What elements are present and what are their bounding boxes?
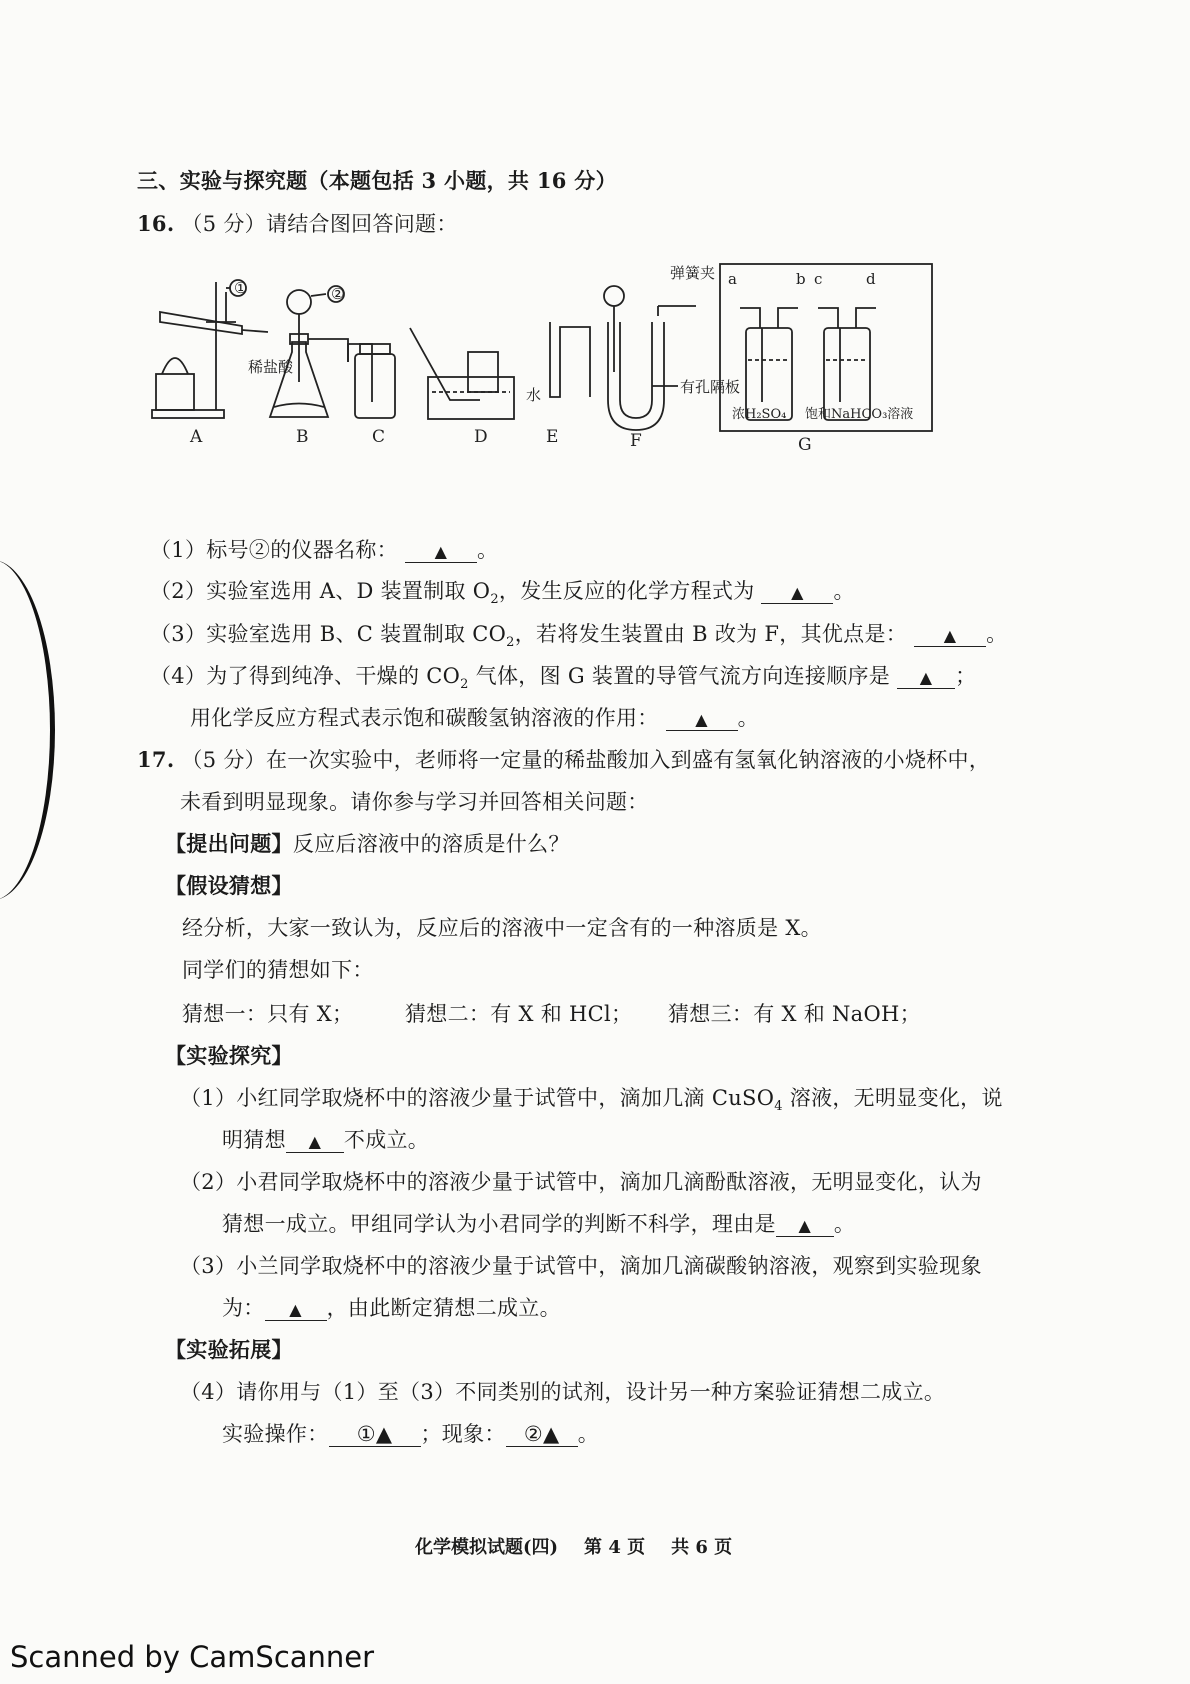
exp1-line2 <box>222 1124 429 1154</box>
period: 。 <box>577 1422 600 1446</box>
clip-label: 弹簧夹 <box>670 264 716 282</box>
marker-2: ② <box>331 285 345 303</box>
exp1-line1 <box>180 1082 1003 1114</box>
water-label: 水 <box>526 386 542 404</box>
q17-intro-text: （5 分）在一次实验中，老师将一定量的稀盐酸加入到盛有氢氧化钠溶液的小烧杯中， <box>181 748 991 772</box>
q16-p2-blank[interactable] <box>761 579 833 604</box>
period: 。 <box>986 622 1008 646</box>
g-port-a: a <box>728 270 737 288</box>
q16-p2-post: ，发生反应的化学方程式为 <box>498 579 755 603</box>
label-g: G <box>798 435 812 455</box>
exp4-blank-2[interactable] <box>506 1422 578 1447</box>
label-f: F <box>630 431 642 451</box>
g-bottle-2-label: 饱和NaHCO₃溶液 <box>805 407 914 422</box>
q16-p1-post: 的仪器名称： <box>270 538 398 562</box>
q16-p4b-blank[interactable] <box>666 706 738 731</box>
q16-number: 16. <box>137 211 175 236</box>
q16-part2 <box>150 575 855 607</box>
exp3-line2 <box>222 1292 561 1322</box>
camscanner-watermark: Scanned by CamScanner <box>10 1640 375 1674</box>
q16-p4b-text: 用化学反应方程式表示饱和碳酸氢钠溶液的作用： <box>190 706 659 730</box>
marker-1: ① <box>234 279 248 297</box>
exp4-op: 实验操作： <box>222 1422 329 1446</box>
hyp-title: 【假设猜想】 <box>165 873 293 898</box>
footer-total: 共 6 页 <box>671 1537 733 1558</box>
q17-intro <box>137 744 990 774</box>
q16-intro-text: （5 分）请结合图回答问题： <box>181 212 458 236</box>
q16-p4-blank[interactable] <box>897 664 955 689</box>
answer-marker: ▲ <box>695 710 708 729</box>
q16-p4-sub: 2 <box>460 677 469 693</box>
q16-p4-pre: （4）为了得到纯净、干燥的 CO <box>150 664 461 688</box>
footer-title: 化学模拟试题(四) <box>415 1537 559 1558</box>
label-e: E <box>546 427 559 447</box>
q16-p1-blank[interactable] <box>405 538 477 563</box>
ask-title: 【提出问题】 <box>165 831 293 856</box>
period: 。 <box>476 538 499 562</box>
answer-marker: ▲ <box>919 668 933 687</box>
page-footer <box>415 1533 758 1559</box>
footer-page: 第 4 页 <box>584 1537 646 1558</box>
q16-p3-pre: （3）实验室选用 B、C 装置制取 CO <box>150 622 507 646</box>
exp4-line2 <box>222 1418 599 1448</box>
exp3-b: 为： <box>222 1296 265 1320</box>
q16-p3-blank[interactable] <box>914 622 986 647</box>
ask-text: 反应后溶液中的溶质是什么？ <box>292 832 570 856</box>
label-a: A <box>190 427 203 447</box>
label-b: B <box>296 427 309 447</box>
g-port-c: c <box>814 270 823 288</box>
hyp-line2: 同学们的猜想如下： <box>182 958 374 982</box>
period: 。 <box>737 706 759 730</box>
acid-label: 稀盐酸 <box>248 358 294 376</box>
guess-2: 猜想二：有 X 和 HCl； <box>405 1002 633 1026</box>
q16-intro <box>137 208 458 238</box>
q17-intro2: 未看到明显现象。请你参与学习并回答相关问题： <box>180 790 649 814</box>
exp1-sub: 4 <box>774 1099 783 1115</box>
exp2-line1: （2）小君同学取烧杯中的溶液少量于试管中，滴加几滴酚酞溶液，无明显变化，认为 <box>180 1170 982 1194</box>
answer-marker: ▲ <box>308 1132 322 1151</box>
exp1-c: 明猜想 <box>222 1128 286 1152</box>
q16-p3-sub: 2 <box>506 635 515 651</box>
q16-p1-pre: （1）标号 <box>150 538 249 562</box>
guess-3: 猜想三：有 X 和 NaOH； <box>668 1002 921 1026</box>
answer-marker-1: ①▲ <box>356 1422 393 1446</box>
exp2-b: 猜想一成立。甲组同学认为小君同学的判断不科学，理由是 <box>222 1212 776 1236</box>
exp1-a: （1）小红同学取烧杯中的溶液少量于试管中，滴加几滴 CuSO <box>180 1086 775 1110</box>
exp2-line2 <box>222 1208 855 1238</box>
q16-p2-pre: （2）实验室选用 A、D 装置制取 O <box>150 579 491 603</box>
q16-p4-post: 气体，图 G 装置的导管气流方向连接顺序是 <box>468 664 891 688</box>
answer-marker: ▲ <box>943 626 957 645</box>
answer-marker-2: ②▲ <box>523 1422 560 1446</box>
scan-edge-shadow <box>0 560 55 900</box>
answer-marker: ▲ <box>798 1216 812 1235</box>
g-port-d: d <box>866 270 876 288</box>
label-d: D <box>474 427 488 447</box>
exp4-mid: ；现象： <box>420 1422 506 1446</box>
period: 。 <box>833 579 855 603</box>
label-c: C <box>372 427 386 447</box>
exp2-blank[interactable] <box>776 1212 834 1237</box>
exp3-c: ，由此断定猜想二成立。 <box>326 1296 561 1320</box>
g-bottle-1-label: 浓H₂SO₄ <box>732 407 787 422</box>
answer-marker: ▲ <box>289 1300 302 1319</box>
q16-part4 <box>150 660 976 692</box>
q16-p2-sub: 2 <box>490 592 499 608</box>
q16-p3-post: ，若将发生装置由 B 改为 F，其优点是： <box>514 622 908 646</box>
exp4-line1: （4）请你用与（1）至（3）不同类别的试剂，设计另一种方案验证猜想二成立。 <box>180 1380 946 1404</box>
semicolon: ； <box>955 664 977 688</box>
stand-base-a <box>152 410 224 418</box>
guess-1: 猜想一：只有 X； <box>182 1002 354 1026</box>
exp3-blank[interactable] <box>265 1296 327 1321</box>
exp1-b: 溶液，无明显变化，说 <box>782 1086 1003 1110</box>
period: 。 <box>833 1212 856 1236</box>
q16-part1 <box>150 534 498 564</box>
exp1-blank[interactable] <box>286 1128 344 1153</box>
exp1-d: 不成立。 <box>343 1128 430 1152</box>
apparatus-figure <box>150 264 1010 492</box>
q17-ask <box>165 828 570 858</box>
ext-title: 【实验拓展】 <box>165 1337 293 1362</box>
q16-part3 <box>150 618 1007 650</box>
answer-marker: ▲ <box>434 542 448 561</box>
exp4-blank-1[interactable] <box>329 1422 421 1447</box>
q16-p1-circle: ② <box>248 538 271 562</box>
section-header: 三、实验与探究题（本题包括 3 小题，共 16 分） <box>137 168 617 193</box>
g-port-b: b <box>796 270 806 288</box>
hyp-line1: 经分析，大家一致认为，反应后的溶液中一定含有的一种溶质是 X。 <box>182 916 822 940</box>
q16-part4b <box>190 702 759 732</box>
exp3-line1: （3）小兰同学取烧杯中的溶液少量于试管中，滴加几滴碳酸钠溶液，观察到实验现象 <box>180 1254 982 1278</box>
plate-label: 有孔隔板 <box>680 378 741 396</box>
answer-marker: ▲ <box>791 583 804 602</box>
exp-title: 【实验探究】 <box>165 1043 293 1068</box>
q17-number: 17. <box>137 747 175 772</box>
